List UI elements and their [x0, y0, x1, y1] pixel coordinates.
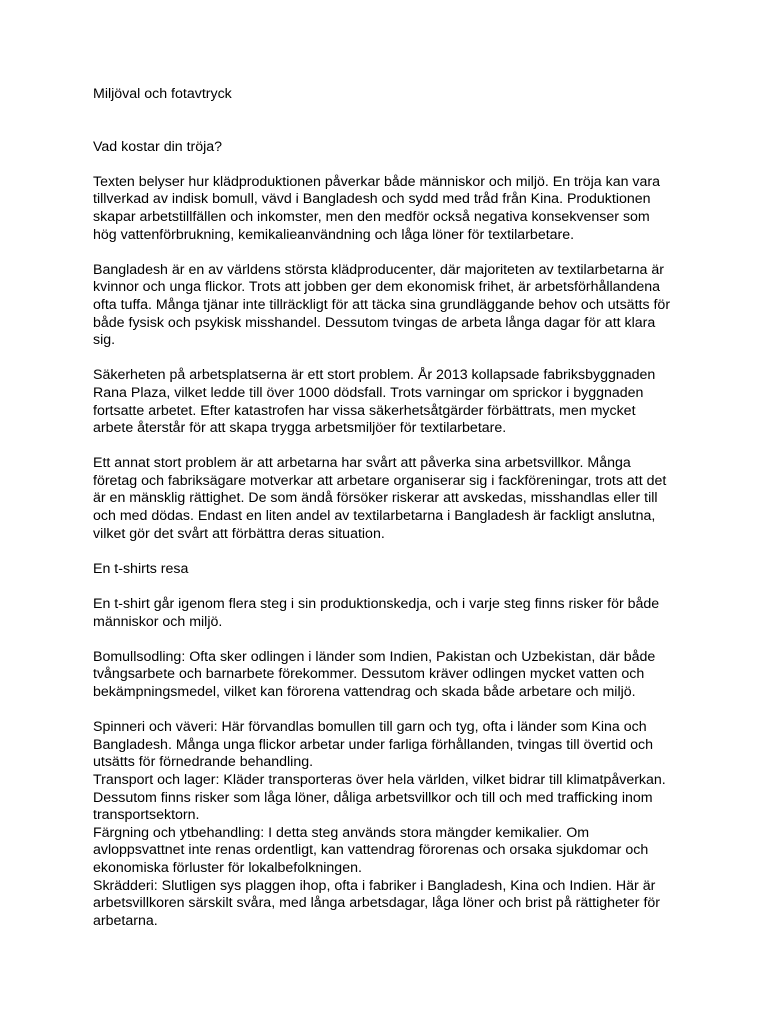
text-line: kvinnor och unga flickor. Trots att jobben ger dem ekonomisk frihet, är arbetsförhållandena [93, 279, 661, 296]
text-line: avloppsvattnet inte renas ordentligt, kan vattendrag förorenas och orsaka sjukdomar och [93, 842, 649, 859]
paragraph-gap [93, 631, 688, 649]
heading-line: Vad kostar din tröja? [93, 138, 223, 155]
text-line: och med dödas. Endast en liten andel av textilarbetarna i Bangladesh är fackligt anslutna, [93, 508, 656, 525]
text-line: Texten belyser hur klädproduktionen påverkar både människor och miljö. En tröja kan vara [93, 173, 661, 190]
text-line: Rana Plaza, vilket ledde till över 1000 dödsfall. Trots varningar om sprickor i byggnaden [93, 384, 644, 401]
paragraph-gap [93, 543, 688, 561]
paragraph-gap [93, 244, 688, 262]
text-line: bekämpningsmedel, vilket kan förorena vattendrag och skada både arbetare och miljö. [93, 684, 636, 700]
text-line: tillverkad av indisk bomull, vävd i Bangladesh och sydd med tråd från Kina. Produktionen [93, 191, 651, 208]
paragraph-gap [93, 438, 688, 456]
section-heading [93, 139, 688, 157]
paragraph-gap [93, 350, 688, 368]
paragraph [93, 719, 688, 930]
paragraph-gap [93, 156, 688, 174]
paragraph [93, 455, 688, 543]
paragraph [93, 262, 688, 350]
text-line: arbetarna. [93, 912, 158, 929]
text-line: arbetsvillkoren särskilt svåra, med långa arbetsdagar, låga löner och brist på rättigheter för [93, 895, 661, 912]
document-title: Miljöval och fotavtryck [93, 86, 232, 102]
paragraph [93, 596, 688, 631]
text-line: Bangladesh. Många unga flickor arbetar under farliga förhållanden, tvingas till övertid och [93, 736, 653, 753]
text-line: ekonomiska förluster för lokalbefolkningen. [93, 859, 362, 876]
text-line: Bangladesh är en av världens största klädproducenter, där majoriteten av textilarbetarna är [93, 261, 664, 278]
text-line: ofta tuffa. Många tjänar inte tillräckligt för att täcka sina grundläggande behov och utsätts för [93, 296, 671, 313]
spacer [93, 104, 688, 139]
text-line: sig. [93, 332, 116, 349]
text-line: Transport och lager: Kläder transporteras över hela världen, vilket bidrar till klimatpåverkan. [93, 771, 666, 788]
section-heading [93, 561, 688, 579]
heading-line: En t-shirts resa [93, 560, 189, 577]
text-line: arbete återstår för att skapa trygga arbetsmiljöer för textilarbetare. [93, 420, 507, 437]
paragraph [93, 174, 688, 244]
paragraph [93, 649, 688, 702]
text-line: människor och miljö. [93, 613, 223, 630]
text-line: Ett annat stort problem är att arbetarna har svårt att påverka sina arbetsvillkor. Många [93, 455, 631, 472]
paragraph-gap [93, 702, 688, 720]
paragraph-gap [93, 578, 688, 596]
text-line: vilket gör det svårt att förbättra deras situation. [93, 525, 385, 542]
text-line: En t-shirt går igenom flera steg i sin produktionskedja, och i varje steg finns risker för både [93, 596, 660, 613]
text-line: Säkerheten på arbetsplatserna är ett stort problem. År 2013 kollapsade fabriksbyggnaden [93, 367, 656, 384]
text-line: fortsatte arbetet. Efter katastrofen har vissa säkerhetsåtgärder förbättrats, men mycket [93, 402, 636, 419]
text-line: både fysisk och psykisk misshandel. Dessutom tvingas de arbeta långa dagar för att klara [93, 314, 656, 331]
text-line: tvångsarbete och barnarbete förekommer. Dessutom kräver odlingen mycket vatten och [93, 666, 645, 683]
text-line: skapar arbetstillfällen och inkomster, men den medför också negativa konsekvenser som [93, 208, 650, 225]
text-line: Skrädderi: Slutligen sys plaggen ihop, ofta i fabriker i Bangladesh, Kina och Indien. Här är [93, 877, 656, 894]
paragraph [93, 367, 688, 437]
text-line: transportsektorn. [93, 807, 200, 824]
text-line: Dessutom finns risker som låga löner, dåliga arbetsvillkor och till och med trafficking inom [93, 789, 653, 806]
text-line: Färgning och ytbehandling: I detta steg används stora mängder kemikalier. Om [93, 824, 590, 841]
text-line: företag och fabriksägare motverkar att arbetare organiserar sig i fackföreningar, trots att det [93, 472, 667, 489]
text-line: hög vattenförbrukning, kemikalieanvändning och låga löner för textilarbetare. [93, 226, 575, 243]
document-body [93, 139, 688, 931]
text-line: Bomullsodling: Ofta sker odlingen i länder som Indien, Pakistan och Uzbekistan, där både [93, 648, 656, 665]
text-line: utsätts för förnedrande behandling. [93, 754, 314, 771]
text-line: Spinneri och väveri: Här förvandlas bomullen till garn och tyg, ofta i länder som Kina och [93, 719, 647, 736]
text-line: är en mänsklig rättighet. De som ändå försöker riskerar att avskedas, misshandlas eller till [93, 490, 658, 507]
